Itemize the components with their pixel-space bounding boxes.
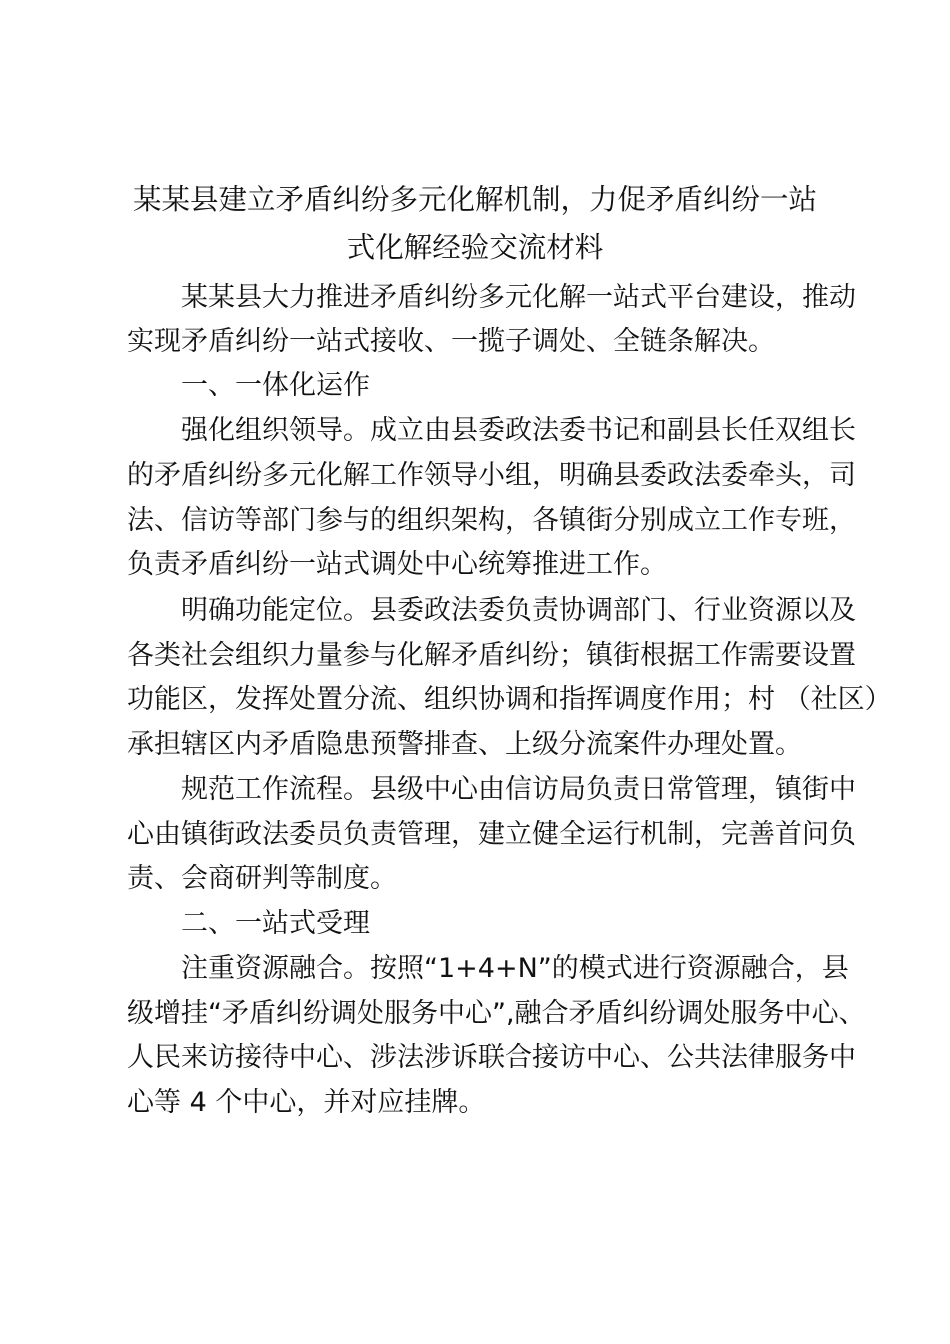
section-2-heading: 二、一站式受理	[181, 908, 370, 939]
section-1-paragraph-3-line-2: 心由镇街政法委员负责管理，建立健全运行机制，完善首问负	[127, 819, 856, 850]
section-1-paragraph-2-line-4: 承担辖区内矛盾隐患预警排查、上级分流案件办理处置。	[127, 729, 802, 760]
intro-line-1: 某某县大力推进矛盾纠纷多元化解一站式平台建设，推动	[181, 282, 856, 313]
section-2-paragraph-1-line-3: 人民来访接待中心、涉法涉诉联合接访中心、公共法律服务中	[127, 1042, 856, 1073]
section-1-paragraph-2-line-3: 功能区，发挥处置分流、组织协调和指挥调度作用；村 （社区）	[127, 684, 892, 715]
section-1-heading: 一、一体化运作	[181, 370, 370, 401]
section-2-paragraph-1-line-4: 心等 4 个中心，并对应挂牌。	[127, 1087, 486, 1118]
section-1-paragraph-2-line-2: 各类社会组织力量参与化解矛盾纠纷；镇街根据工作需要设置	[127, 640, 856, 671]
section-1-paragraph-1-line-2: 的矛盾纠纷多元化解工作领导小组，明确县委政法委牵头，司	[127, 460, 856, 491]
section-1-paragraph-1-line-3: 法、信访等部门参与的组织架构，各镇街分别成立工作专班，	[127, 505, 856, 536]
document-title-line-2: 式化解经验交流材料	[346, 231, 604, 264]
section-1-paragraph-3-line-1: 规范工作流程。县级中心由信访局负责日常管理，镇街中	[181, 774, 856, 805]
section-1-paragraph-1-line-4: 负责矛盾纠纷一站式调处中心统筹推进工作。	[127, 549, 667, 580]
document-title-line-1: 某某县建立矛盾纠纷多元化解机制，力促矛盾纠纷一站	[132, 183, 817, 216]
section-1-paragraph-2-line-1: 明确功能定位。县委政法委负责协调部门、行业资源以及	[181, 595, 856, 626]
section-1-paragraph-3-line-3: 责、会商研判等制度。	[127, 863, 397, 894]
section-2-paragraph-1-line-1: 注重资源融合。按照“1+4+N”的模式进行资源融合，县	[181, 953, 849, 984]
section-2-paragraph-1-line-2: 级增挂“矛盾纠纷调处服务中心”,融合矛盾纠纷调处服务中心、	[127, 998, 866, 1029]
intro-line-2: 实现矛盾纠纷一站式接收、一揽子调处、全链条解决。	[127, 326, 775, 357]
section-1-paragraph-1-line-1: 强化组织领导。成立由县委政法委书记和副县长任双组长	[181, 415, 856, 446]
